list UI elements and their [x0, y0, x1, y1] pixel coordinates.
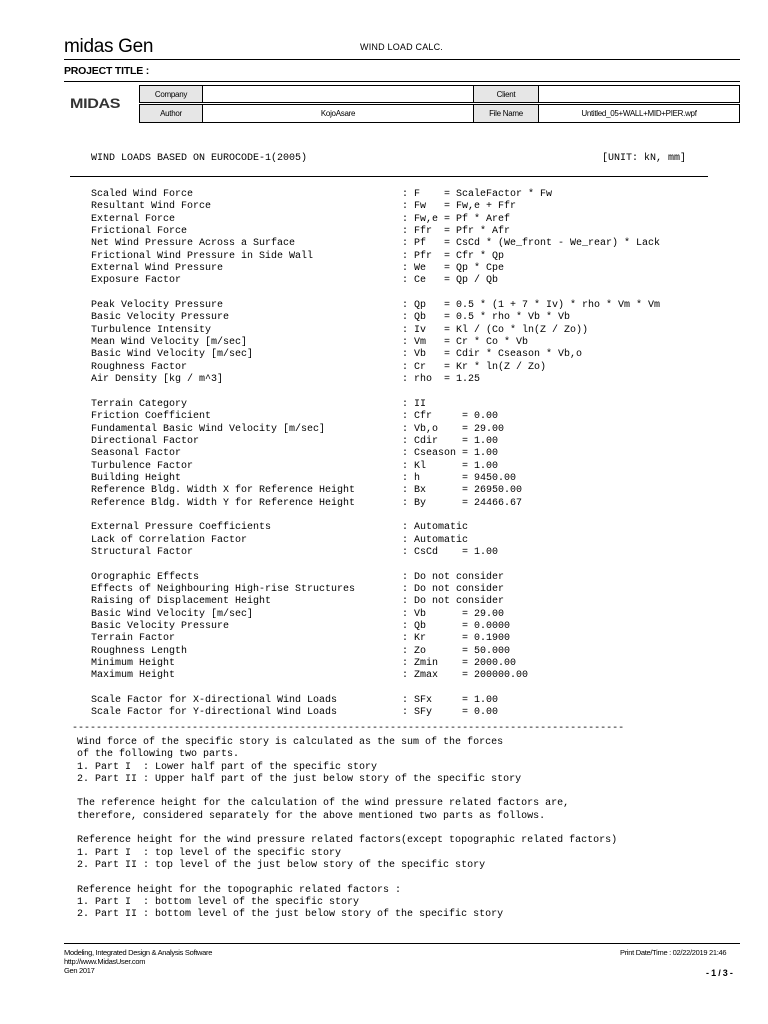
parameter-value: : Vb,o = 29.00	[402, 423, 505, 435]
heading-separator	[70, 176, 708, 177]
unit-label: [UNIT: kN, mm]	[602, 153, 687, 164]
parameter-label: Frictional Force	[91, 226, 188, 238]
parameter-label: Lack of Correlation Factor	[91, 534, 248, 546]
parameter-label: Frictional Wind Pressure in Side Wall	[91, 250, 314, 262]
parameter-value: : Cdir = 1.00	[402, 435, 499, 447]
parameter-label: Net Wind Pressure Across a Surface	[91, 238, 296, 250]
parameter-label: Roughness Length	[91, 645, 188, 657]
parameter-label: Maximum Height	[91, 670, 176, 682]
parameter-label: Reference Bldg. Width X for Reference Height	[91, 485, 356, 497]
parameter-label: Scale Factor for X-directional Wind Loads	[91, 695, 338, 707]
parameter-value: : Cfr = 0.00	[402, 411, 499, 423]
parameter-label: Structural Factor	[91, 546, 194, 558]
parameter-label: Peak Velocity Pressure	[91, 300, 224, 312]
parameter-value: : Qb = 0.0000	[402, 621, 511, 633]
info-table	[64, 85, 740, 123]
page-number: - 1 / 3 -	[706, 968, 733, 978]
parameter-value: : SFx = 1.00	[402, 695, 499, 707]
parameter-value: : Do not consider	[402, 596, 505, 608]
header-divider	[64, 59, 740, 60]
note-line: 1. Part I : bottom level of the specific story	[77, 896, 360, 908]
note-line: therefore, considered separately for the above mentioned two parts as follows.	[77, 810, 546, 822]
parameter-label: External Wind Pressure	[91, 263, 224, 275]
parameter-value: : We = Qp * Cpe	[402, 263, 505, 275]
parameter-value: : By = 24466.67	[402, 497, 523, 509]
parameter-value: : Vb = 29.00	[402, 608, 505, 620]
parameter-value: : II	[402, 398, 427, 410]
author-label: Author	[139, 104, 203, 123]
parameter-label: Basic Velocity Pressure	[91, 312, 230, 324]
parameter-value: : Cr = Kr * ln(Z / Zo)	[402, 361, 547, 373]
parameter-label: External Pressure Coefficients	[91, 522, 272, 534]
note-gap	[77, 872, 617, 884]
client-label: Client	[473, 85, 539, 103]
project-title-label: PROJECT TITLE :	[64, 65, 150, 77]
parameter-label: Directional Factor	[91, 435, 200, 447]
parameter-label: Building Height	[91, 472, 182, 484]
parameter-value: : Zmax = 200000.00	[402, 670, 529, 682]
parameter-label: Fundamental Basic Wind Velocity [m/sec]	[91, 423, 326, 435]
company-value	[202, 85, 474, 103]
footer-divider	[64, 943, 740, 944]
app-title: midas Gen	[64, 36, 154, 57]
parameter-value: : Ce = Qp / Qb	[402, 275, 499, 287]
note-line: 1. Part I : top level of the specific story	[77, 847, 342, 859]
parameter-label: Scale Factor for Y-directional Wind Loads	[91, 707, 338, 719]
parameter-label: Basic Wind Velocity [m/sec]	[91, 608, 254, 620]
project-divider	[64, 81, 740, 82]
dashed-separator: --------------------------------------------------------------------------------------------	[72, 723, 625, 734]
parameter-value: : Iv = Kl / (Co * ln(Z / Zo))	[402, 324, 589, 336]
note-line: of the following two parts.	[77, 749, 240, 761]
note-line: 1. Part I : Lower half part of the specific story	[77, 761, 378, 773]
note-line: 2. Part II : Upper half part of the just below story of the specific story	[77, 773, 522, 785]
parameter-value: : Zmin = 2000.00	[402, 658, 517, 670]
parameter-value: : Pfr = Cfr * Qp	[402, 250, 505, 262]
parameter-value: : Zo = 50.000	[402, 645, 511, 657]
parameter-label: Exposure Factor	[91, 275, 182, 287]
note-line: Reference height for the wind pressure related factors(except topographic related factors)	[77, 835, 618, 847]
parameter-label: Terrain Category	[91, 398, 188, 410]
parameter-value: : Pf = CsCd * (We_front - We_rear) * Lack	[402, 238, 661, 250]
note-line: Reference height for the topographic related factors :	[77, 884, 402, 896]
note-line: 2. Part II : bottom level of the just below story of the specific story	[77, 909, 504, 921]
parameter-label: Effects of Neighbouring High-rise Structures	[91, 584, 356, 595]
parameter-value: : rho = 1.25	[402, 374, 481, 386]
parameter-label: Terrain Factor	[91, 633, 176, 645]
parameter-value: : Do not consider	[402, 571, 505, 583]
note-gap	[77, 786, 617, 798]
parameter-value: : Kr = 0.1900	[402, 633, 511, 645]
author-value: KojoAsare	[202, 104, 474, 123]
file-name-label: File Name	[473, 104, 539, 123]
print-datetime: Print Date/Time : 02/22/2019 21:46	[620, 948, 727, 957]
parameter-label: Resultant Wind Force	[91, 201, 212, 213]
footer-version: Gen 2017	[64, 966, 95, 975]
note-line: 2. Part II : top level of the just below story of the specific story	[77, 859, 486, 871]
parameter-label: Turbulence Factor	[91, 460, 194, 472]
parameter-label: Roughness Factor	[91, 361, 188, 373]
parameter-label: Turbulence Intensity	[91, 324, 212, 336]
parameter-label: Basic Wind Velocity [m/sec]	[91, 349, 254, 361]
parameter-value: : h = 9450.00	[402, 472, 517, 484]
parameter-label: Seasonal Factor	[91, 448, 182, 460]
parameter-value: : Vm = Cr * Co * Vb	[402, 337, 529, 349]
parameter-label: Reference Bldg. Width Y for Reference Height	[91, 497, 356, 509]
parameter-value: : Qb = 0.5 * rho * Vb * Vb	[402, 312, 571, 324]
midas-logo: MIDAS	[70, 95, 121, 111]
parameter-value: : Cseason = 1.00	[402, 448, 499, 460]
report-heading: WIND LOADS BASED ON EUROCODE-1(2005)	[91, 153, 308, 164]
parameter-label: Friction Coefficient	[91, 411, 212, 423]
parameter-value: : Do not consider	[402, 584, 505, 595]
parameter-label: Raising of Displacement Height	[91, 596, 272, 608]
parameter-label: Air Density [kg / m^3]	[91, 374, 224, 386]
parameter-value: : SFy = 0.00	[402, 707, 499, 719]
parameter-label: Basic Velocity Pressure	[91, 621, 230, 633]
footer-software: Modeling, Integrated Design & Analysis Software	[64, 948, 213, 957]
document-title: WIND LOAD CALC.	[360, 42, 444, 52]
note-line: Wind force of the specific story is calculated as the sum of the forces	[77, 737, 504, 748]
parameter-value: : Vb = Cdir * Cseason * Vb,o	[402, 349, 583, 361]
parameter-value: : CsCd = 1.00	[402, 546, 499, 558]
parameter-value: : Kl = 1.00	[402, 460, 499, 472]
parameter-label: Scaled Wind Force	[91, 189, 194, 200]
parameter-label: Orographic Effects	[91, 571, 200, 583]
file-name-value: Untitled_05+WALL+MID+PIER.wpf	[538, 104, 740, 123]
parameter-value: : Fw,e = Pf * Aref	[402, 213, 511, 225]
parameter-label: Minimum Height	[91, 658, 176, 670]
parameter-label: External Force	[91, 213, 176, 225]
parameter-value: : Qp = 0.5 * (1 + 7 * Iv) * rho * Vm * Vm	[402, 300, 661, 312]
client-value	[538, 85, 740, 103]
parameter-value: : Fw = Fw,e + Ffr	[402, 201, 517, 213]
parameter-value: : Automatic	[402, 534, 469, 546]
parameter-value: : Ffr = Pfr * Afr	[402, 226, 511, 238]
note-gap	[77, 823, 617, 835]
notes-section	[77, 737, 617, 921]
note-line: The reference height for the calculation of the wind pressure related factors are,	[77, 798, 570, 810]
footer-url: http://www.MidasUser.com	[64, 957, 146, 966]
parameter-value: : Automatic	[402, 522, 469, 534]
parameter-value: : Bx = 26950.00	[402, 485, 523, 497]
company-label: Company	[139, 85, 203, 103]
parameter-label: Mean Wind Velocity [m/sec]	[91, 337, 248, 349]
parameter-value: : F = ScaleFactor * Fw	[402, 189, 553, 200]
